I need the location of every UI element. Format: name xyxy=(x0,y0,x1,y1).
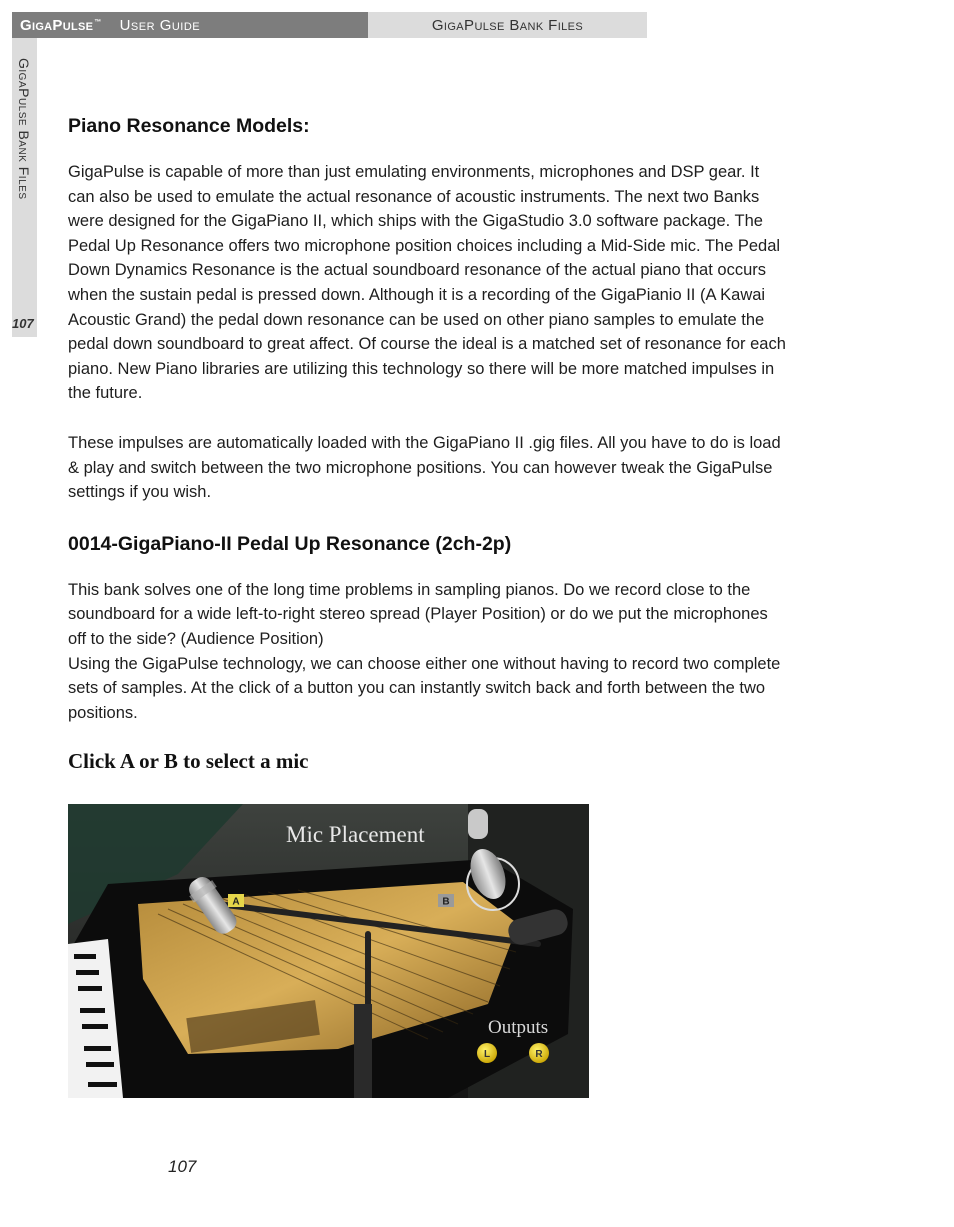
output-l-label: L xyxy=(483,1049,491,1060)
side-tab-page-number: 107 xyxy=(12,316,34,331)
output-l-button[interactable] xyxy=(477,1043,497,1063)
mic-placement-panel xyxy=(68,804,589,1098)
paragraph-sampling-problem: This bank solves one of the long time problems in sampling pianos. Do we record close to the soundboard for a wide left-to-right stereo spread (Player Position) or do we put the microphones off to the side? (Audience Position) xyxy=(68,580,768,648)
side-tab xyxy=(12,38,37,337)
side-tab-label: GigaPulse Bank Files xyxy=(16,58,32,200)
image-caption: Click A or B to select a mic xyxy=(68,749,309,774)
mic-b-button[interactable] xyxy=(438,894,454,908)
mic-a-button[interactable] xyxy=(228,894,244,908)
guide-title: User Guide xyxy=(119,16,201,34)
paragraph-resonance-intro: GigaPulse is capable of more than just emulating environments, microphones and DSP gear. It can also be used to emulate the actual resonance of acoustic instruments. The next two Banks were designed for the GigaPiano II, which ships with the GigaStudio 3.0 software package. The Pedal Up Resonance offers two microphone position choices including a Mid-Side mic. The Pedal Down Dynamics Resonance is the actual soundboard resonance of the actual piano that occurs when the sustain pedal is pressed down. Although it is a recording of the GigaPianio II (A Kawai Acoustic Grand) the pedal down resonance can be used on other piano samples to emulate the pedal down soundboard to great affect. Of course the ideal is a matched set of resonance for each piano. New Piano libraries are utilizing this technology so there will be more matched impulses in the future. xyxy=(68,163,786,403)
output-r-label: R xyxy=(535,1049,543,1060)
page-content xyxy=(68,110,788,775)
header-brand-bar xyxy=(12,12,368,38)
section-title-resonance-models: Piano Resonance Models: xyxy=(68,115,310,137)
mic-placement-title: Mic Placement xyxy=(286,822,425,847)
outputs-label: Outputs xyxy=(488,1017,549,1038)
brand-name: GigaPulse™ xyxy=(20,16,102,34)
section-title-pedal-up-resonance: 0014-GigaPiano-II Pedal Up Resonance (2ch-2p) xyxy=(68,532,512,555)
paragraph-impulses-loaded: These impulses are automatically loaded with the GigaPiano II .gig files. All you have to do is load & play and switch between the two microphone positions. You can however tweak the GigaPulse settings if you wish. xyxy=(68,433,781,502)
output-r-button[interactable] xyxy=(529,1043,549,1063)
paragraph-gigapulse-technology: Using the GigaPulse technology, we can choose either one without having to record two complete sets of samples. At the click of a button you can instantly switch back and forth between the two positions. xyxy=(68,654,781,722)
mic-b-label: B xyxy=(442,896,450,908)
header-section-title: GigaPulse Bank Files xyxy=(368,12,647,38)
mic-a-label: A xyxy=(232,896,240,908)
footer-page-number: 107 xyxy=(168,1157,197,1176)
mic-stand-pole xyxy=(354,1004,372,1098)
